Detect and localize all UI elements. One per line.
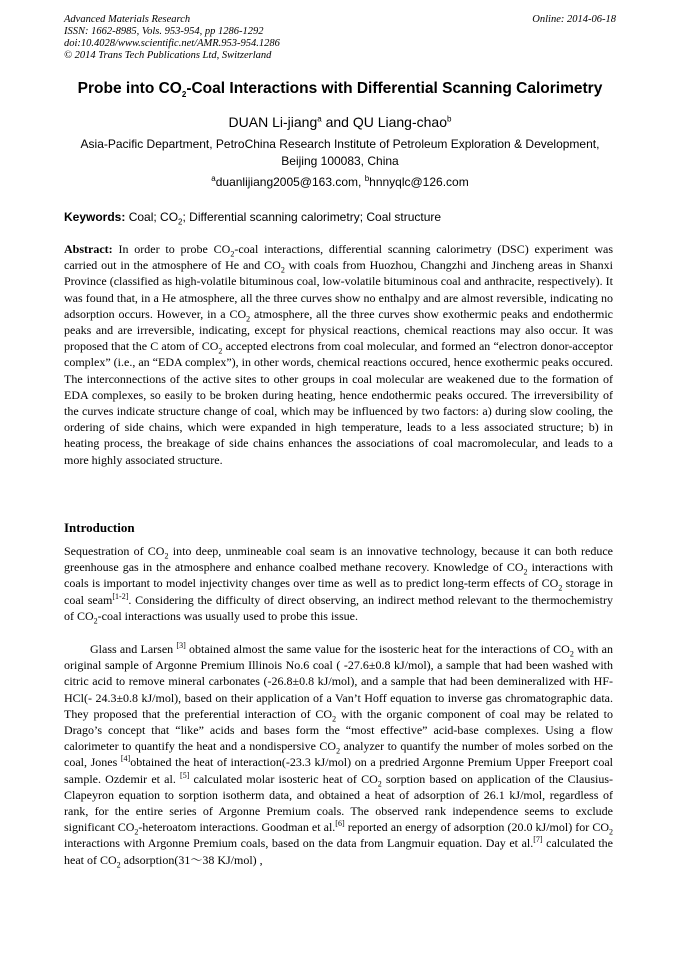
author-name: QU Liang-chao [352, 114, 447, 130]
copyright-line: © 2014 Trans Tech Publications Ltd, Switzerland [64, 50, 272, 61]
paper-title: Probe into $CO_2$-Coal Interactions with Differential Scanning Calorimetry [77, 80, 603, 100]
journal-name: Advanced Materials Research [64, 14, 191, 25]
online-date: Online: 2014-06-18 [532, 14, 616, 25]
citation: [7] [533, 835, 543, 845]
author-emails: $^a$duanlijiang2005@163.com, $^b$hnnyqlc@126.com [211, 174, 469, 189]
citation: [6] [335, 819, 345, 829]
citation: [5] [180, 770, 190, 780]
paragraph: Glass and Larsen [3] obtained almost the same value for the isosteric heat for the interactions of $CO_2$ with an original sample of Argonne Premium Illinois No.6 coal ( -27.6±0.8 kJ/mol), a sample that had been washed with citric acid to remove mineral carbonates (-26.8±0.8 kJ/mol), and a sample that had been demineralized with HF-HCl(- 24.3±0.8 kJ/mol), based on their application of a Van’t Hoff equation to inverse gas chromatographic data. They proposed that the preferential interaction of $CO_2$ with the organic component of coal may be related to Drago’s concept that “like” acids and bases form the “most effective” acid-base complexes. Using a flow calorimeter to quantify the heat and a nondispersive $CO_2$ analyzer to quantify the number of moles sorbed on the coal, Jones [4]obtained the heat of interaction(-23.3 kJ/mol) on a predried Argonne Premium Upper Freeport coal sample. Ozdemir et al. [5] calculated molar isosteric heat of $CO_2$ sorption based on application of the Clausius-Clapeyron equation to sorption isotherm data, and obtained a heat of adsorption of 26.1 kJ/mol, regardless of rank, for the entire series of Argonne Premium coals. The observed rank independence seems to exclude significant $CO_2$-heteroatom interactions. Goodman et al.[6] reported an energy of adsorption (20.0 kJ/mol) for $CO_2$ interactions with Argonne Premium coals, based on the data from Langmuir equation. Day et al.[7] calculated the heat of $CO_2$ adsorption(31～38 KJ/mol) , [64, 641, 614, 870]
keywords-label: Keywords: [64, 210, 126, 224]
issn-line: ISSN: 1662-8985, Vols. 953-954, pp 1286-1292 [64, 26, 264, 37]
citation: [1-2] [112, 591, 129, 601]
affiliation: Asia-Pacific Department, PetroChina Research Institute of Petroleum Exploration & Development, Beijing 100083, China [80, 137, 600, 168]
abstract: Abstract: In order to probe $CO_2$-coal interactions, differential scanning calorimetry (DSC) experiment was carried out in the atmosphere of He and $CO_2$ with coals from Huozhou, Changzhi and Jincheng areas in Shanxi Province (classified as high-volatile bituminous coal, low-volatile bituminous coal and anthracite, respectively). It was found that, in a He atmosphere, all the three curves show no enthalpy and are almost reversible, indicating no adsorption occurs. However, in a $CO_2$ atmosphere, all the three curves show exothermic peaks and endothermic peaks and are irreversible, indicating, except for physical reactions, chemical reactions may also occur. It was proposed that the C atom of $CO_2$ accepted electrons from coal molecular, and formed an “electron donor-acceptor complex” (i.e., an “EDA complex”), in other words, chemical reactions occured, hence exothermic peaks occured. The interconnections of the active sites to other groups in coal molecular are weakened due to the formation of EDA complexes, so easily to be broken during heating, hence endothermic peaks occured. The irreversibility of the curves indicate structure change of coal, which may be influenced by two factors: a) during slow cooling, the ordering of side chains, which were expanded in high temperature, leads to a less associated structure; b) in heating process, the breakage of side chains enhances the associations of coal macromolecular, and leads to a more highly associated structure. [64, 242, 614, 467]
doi-line: doi:10.4028/www.scientific.net/AMR.953-954.1286 [64, 38, 280, 49]
abstract-label: Abstract: [64, 242, 113, 256]
paragraph: Sequestration of $CO_2$ into deep, unmineable coal seam is an innovative technology, because it can both reduce greenhouse gas in the atmosphere and enhance coalbed methane recovery. Knowledge of $CO_2$ interactions with coals is important to model injectivity changes over time as well as to predict long-term effects of $CO_2$ storage in coal seam[1-2]. Considering the difficulty of direct observing, an indirect method relevant to the thermochemistry of $CO_2$-coal interactions was usually used to probe this issue. [64, 544, 613, 626]
journal-header [64, 14, 616, 62]
citation: [3] [176, 641, 186, 650]
citation: [4] [120, 754, 131, 764]
section-heading: Introduction [64, 520, 135, 535]
author-name: DUAN Li-jiang [228, 114, 318, 130]
keywords: Keywords: Coal; $CO_2$; Differential scanning calorimetry; Coal structure [64, 210, 442, 227]
author-list: DUAN Li-jiang$^a$ and QU Liang-chao$^b$ [228, 114, 452, 130]
